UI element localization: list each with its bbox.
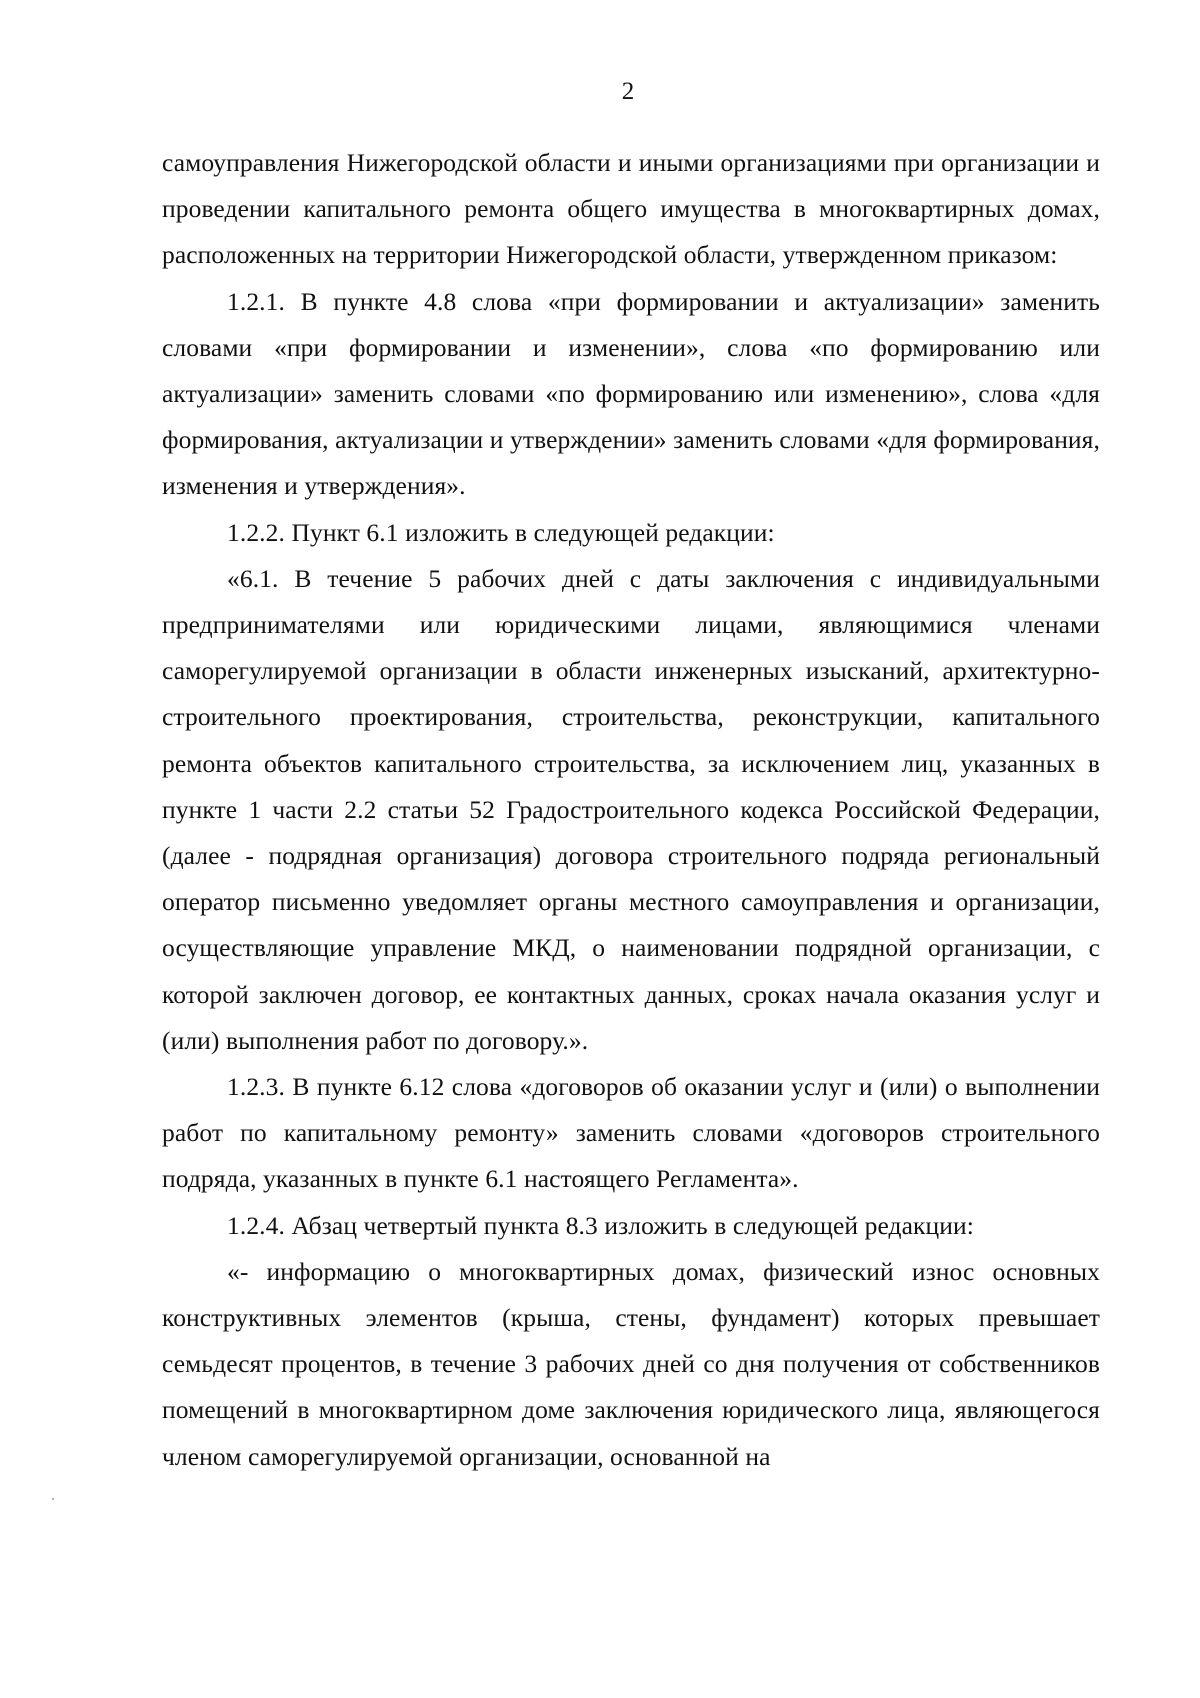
paragraph-6-1-quote: «6.1. В течение 5 рабочих дней с даты заключения с индивидуальными предпринимателями или юридическими лицами, являющимися членами саморегулируемой организации в области инженерных изысканий, архитектурно-строительного проектирования, строительства, реконструкции, капитального ремонта объектов капитального строительства, за исключением лиц, указанных в пункте 1 части 2.2 статьи 52 Градостроительного кодекса Российской Федерации, (далее - подрядная организация) договора строительного подряда региональный оператор письменно уведомляет органы местного самоуправления и организации, осуществляющие управление МКД, о наименовании подрядной организации, с которой заключен договор, ее контактных данных, сроках начала оказания услуг и (или) выполнения работ по договору.». [162, 563, 1100, 1055]
paragraph-1-2-1: 1.2.1. В пункте 4.8 слова «при формировании и актуализации» заменить словами «при формировании и изменении», слова «по формированию или актуализации» заменить словами «по формированию или изменению», слова «для формирования, актуализации и утверждении» заменить словами «для формирования, изменения и утверждения». [162, 286, 1100, 501]
document-body [162, 140, 1100, 1480]
paragraph-1-2-3: 1.2.3. В пункте 6.12 слова «договоров об оказании услуг и (или) о выполнении работ по капитальному ремонту» заменить словами «договоров строительного подряда, указанных в пункте 6.1 настоящего Регламента». [162, 1072, 1100, 1194]
paragraph-8-3-quote: «- информацию о многоквартирных домах, физический износ основных конструктивных элементов (крыша, стены, фундамент) которых превышает семьдесят процентов, в течение 3 рабочих дней со дня получения от собственников помещений в многоквартирном доме заключения юридического лица, являющегося членом саморегулируемой организации, основанной на [162, 1256, 1100, 1471]
page-number: 2 [621, 78, 635, 105]
paragraph-1-2-4: 1.2.4. Абзац четвертый пункта 8.3 изложить в следующей редакции: [227, 1210, 974, 1240]
paragraph-1-2-2: 1.2.2. Пункт 6.1 изложить в следующей редакции: [227, 517, 775, 547]
paragraph-continuation: самоуправления Нижегородской области и иными организациями при организации и проведении капитального ремонта общего имущества в многоквартирных домах, расположенных на территории Нижегородской области, утвержденном приказом: [162, 148, 1100, 270]
scan-artifact [52, 1498, 54, 1500]
